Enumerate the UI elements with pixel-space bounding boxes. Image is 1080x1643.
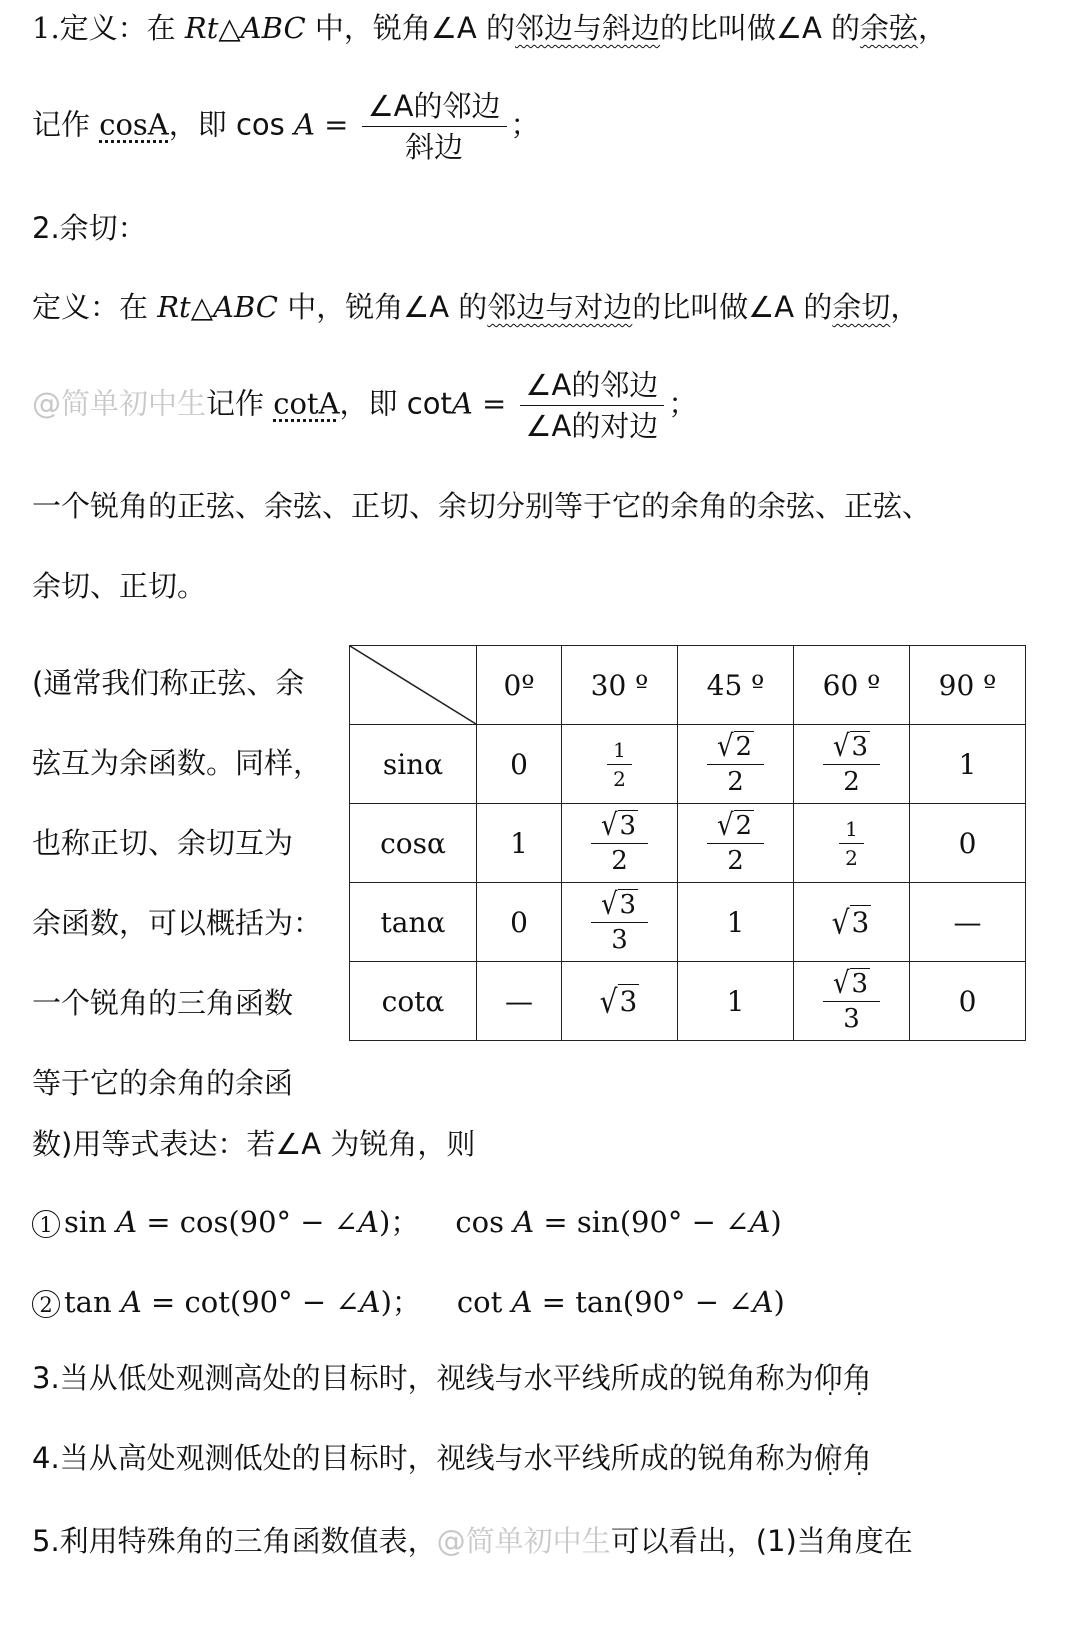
table-cell: — — [910, 883, 1026, 962]
table-cell: $\frac{√3}{3}$ — [794, 962, 910, 1041]
cos-fraction: $\frac{\text{∠A的邻边}}{\text{斜边}}$ — [362, 86, 507, 167]
table-cell: 1 — [678, 962, 794, 1041]
table-cell: √3 — [562, 962, 678, 1041]
table-cell: 1 — [678, 883, 794, 962]
table-cell: $\frac{√3}{2}$ — [562, 804, 678, 883]
watermark: @简单初中生 — [436, 1524, 611, 1558]
table-cell: $\frac{1}{2}$ — [562, 725, 678, 804]
special-angle-table — [349, 645, 1026, 1041]
side-note-line: 余函数，可以概括为： — [32, 906, 323, 940]
definition-cot-line1: 定义：在 Rt△ABC 中，锐角∠A 的邻边与对边的比叫做∠A 的余切， — [32, 290, 920, 324]
table-row — [350, 962, 1026, 1041]
table-header: 30 º — [562, 646, 678, 725]
row-label: cotα — [350, 962, 477, 1041]
cofunction-statement-line2: 余切、正切。 — [32, 569, 207, 603]
table-cell: √3 — [794, 883, 910, 962]
side-note-line: 弦互为余函数。同样， — [32, 746, 323, 780]
table-cell: $\frac{√2}{2}$ — [678, 725, 794, 804]
equation-line-2: 2 tan A = cot(90° − ∠A)； cot A = tan(90° − ∠A) — [32, 1282, 785, 1322]
special-angle-observation: 5.利用特殊角的三角函数值表，@简单初中生可以看出，(1)当角度在 — [32, 1524, 913, 1558]
table-row — [350, 725, 1026, 804]
row-label: cosα — [350, 804, 477, 883]
table-cell: $\frac{1}{2}$ — [794, 804, 910, 883]
table-header: 0º — [477, 646, 562, 725]
table-header: 45 º — [678, 646, 794, 725]
section-cot-heading: 2.余切： — [32, 211, 147, 245]
table-cell: 0 — [477, 725, 562, 804]
cofunction-statement-line1: 一个锐角的正弦、余弦、正切、余切分别等于它的余角的余弦、正弦、 — [32, 489, 932, 523]
definition-cos-line1: 1.定义：在 Rt△ABC 中，锐角∠A 的邻边与斜边的比叫做∠A 的余弦， — [32, 11, 948, 45]
side-note-line: 等于它的余角的余函 — [32, 1066, 294, 1100]
depression-angle-definition: 4.当从高处观测低处的目标时，视线与水平线所成的锐角称为俯角 — [32, 1441, 872, 1475]
equation-line-1: 1 sin A = cos(90° − ∠A)； cos A = sin(90° − ∠A) — [32, 1202, 782, 1242]
circled-number: 2 — [32, 1290, 60, 1318]
side-note — [32, 643, 332, 1123]
side-note-line: 也称正切、余切互为 — [32, 826, 294, 860]
cot-fraction: $\frac{\text{∠A的邻边}}{\text{∠A的对边}}$ — [520, 365, 665, 446]
side-note-line: (通常我们称正弦、余 — [32, 666, 305, 700]
table-row — [350, 883, 1026, 962]
table-header: 90 º — [910, 646, 1026, 725]
definition-cos-formula: 记作 cosA，即 cos A = $\frac{\text{∠A的邻边}}{\text{斜边}}$ ； — [32, 86, 540, 167]
row-label: sinα — [350, 725, 477, 804]
elevation-angle-definition: 3.当从低处观测高处的目标时，视线与水平线所成的锐角称为仰角 — [32, 1361, 872, 1395]
table-cell: $\frac{√3}{2}$ — [794, 725, 910, 804]
table-header-row — [350, 646, 1026, 725]
side-note-line: 一个锐角的三角函数 — [32, 986, 294, 1020]
table-row — [350, 804, 1026, 883]
table-cell: 0 — [477, 883, 562, 962]
table-corner-cell — [350, 646, 477, 725]
table-cell: 1 — [910, 725, 1026, 804]
row-label: tanα — [350, 883, 477, 962]
table-cell: $\frac{√3}{3}$ — [562, 883, 678, 962]
table-cell: 0 — [910, 804, 1026, 883]
table-cell: 1 — [477, 804, 562, 883]
table-cell: $\frac{√2}{2}$ — [678, 804, 794, 883]
watermark: @简单初中生 — [32, 386, 207, 421]
definition-cot-formula: @简单初中生记作 cotA，即 cotA = $\frac{\text{∠A的邻边}}{\text{∠A的对边}}$ ； — [32, 365, 697, 446]
table-header: 60 º — [794, 646, 910, 725]
table-cell: 0 — [910, 962, 1026, 1041]
circled-number: 1 — [32, 1210, 60, 1238]
table-cell: — — [477, 962, 562, 1041]
diagonal-line-icon — [350, 646, 476, 724]
equation-intro: 数)用等式表达：若∠A 为锐角，则 — [32, 1127, 476, 1161]
